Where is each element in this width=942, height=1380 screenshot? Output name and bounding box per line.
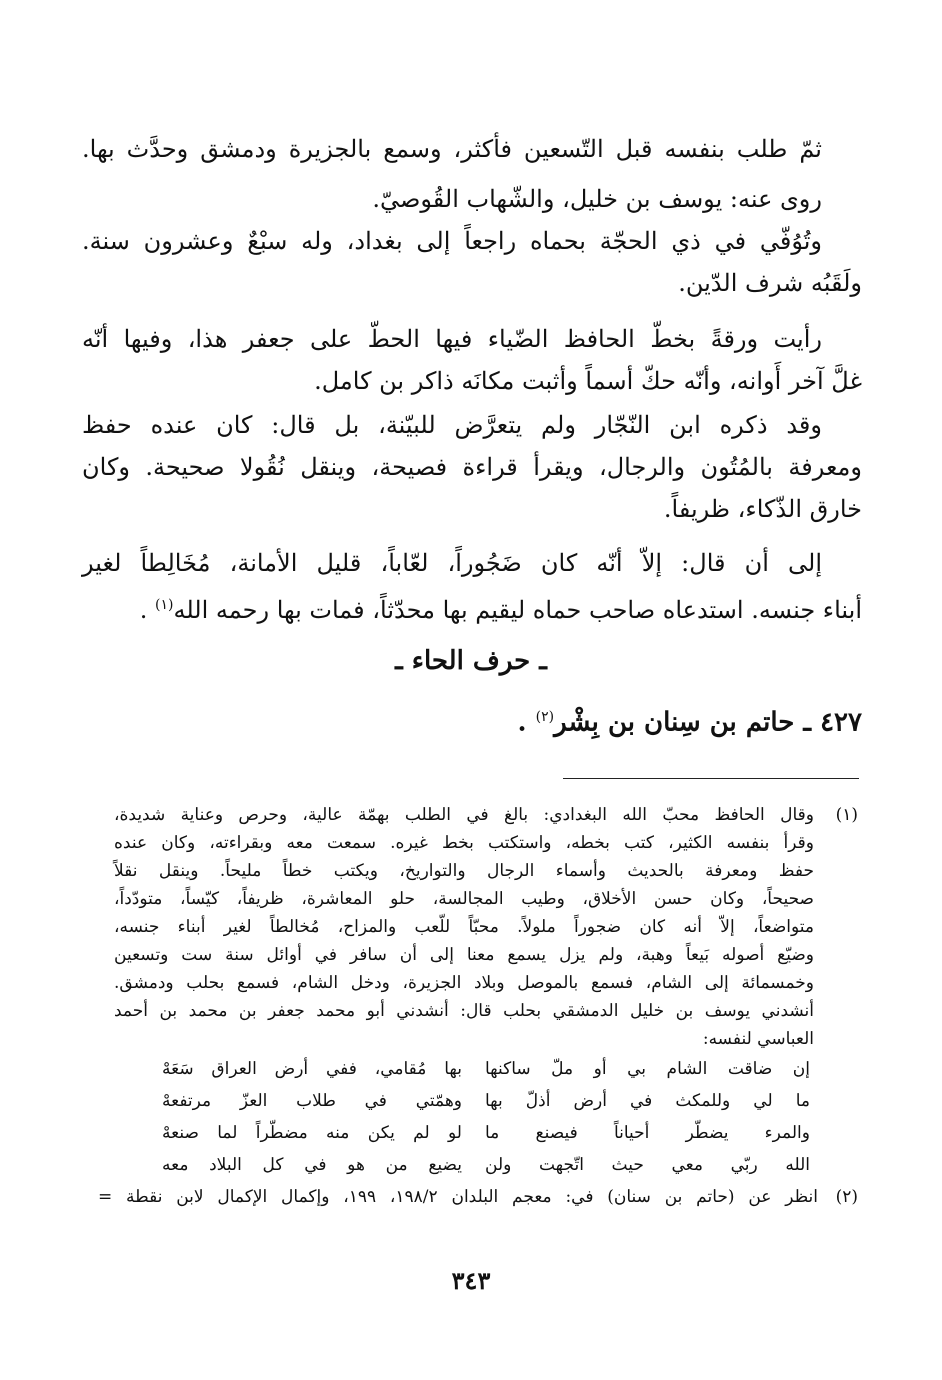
footnote-1-number: (١) bbox=[835, 805, 858, 825]
verse-2-second-hemistich: وهمّتي في طلاب العزّ مرتفعهْ bbox=[162, 1091, 462, 1111]
footnote-1-line-8: أنشدني يوسف بن خليل الدمشقي بحلب قال: أنشدني أبو محمد جعفر بن محمد بن أحمد bbox=[114, 1001, 814, 1021]
page-number: ٣٤٣ bbox=[451, 1266, 491, 1295]
section-heading: ـ حرف الحاء ـ bbox=[395, 646, 547, 676]
footnote-1-line-3: حفظ ومعرفة بالحديث وأسماء الرجال والتواريخ، ويكتب خطاً مليحاً. وينقل نقلاً bbox=[114, 861, 814, 881]
body-line-1: ثمّ طلب بنفسه قبل التّسعين فأكثر، وسمع بالجزيرة ودمشق وحدَّث بها. bbox=[82, 135, 822, 163]
footnote-2-number: (٢) bbox=[835, 1187, 858, 1207]
body-line-11-text: أبناء جنسه. استدعاه صاحب حماه ليقيم بها محدّثاً، فمات بها رحمه الله bbox=[173, 596, 862, 624]
body-line-4: ولَقَبُه شرف الدّين. bbox=[678, 269, 862, 297]
body-line-6: غلَّ آخر أَوانه، وأنّه حكّ أسماً وأثبت مكانَه ذاكر بن كامل. bbox=[314, 367, 862, 395]
body-line-9: خارق الذّكاء، ظريفاً. bbox=[663, 495, 862, 523]
footnote-1-line-6: وضيّع أصوله بَيعاً وهبة، ولم يزل يسمع معنا إلى أن سافر في أوائل سنة ست وتسعين bbox=[114, 945, 814, 965]
footnote-1-line-2: وقرأ بنفسه الكثير، كتب بخطه، واستكتب بخط غيره. سمعت معه وبقراءته، وكان عنده bbox=[114, 833, 814, 853]
entry-title-line bbox=[82, 700, 862, 740]
body-line-8: ومعرفة بالمُتُون والرجال، ويقرأ قراءة فصيحة، وينقل نُقُولا صحيحة. وكان bbox=[82, 453, 862, 481]
footnote-1-line-1: وقال الحافظ محبّ الله البغدادي: بالغ في الطلب بهمّة عالية، وحرص وعناية شديدة، bbox=[114, 805, 814, 825]
verse-3-second-hemistich: لو لم يكن منه مضطّراً لما صنعهْ bbox=[162, 1123, 462, 1143]
body-line-3: وتُوُفّي في ذي الحجّة بحماه راجعاً إلى بغداد، وله سبْعٌ وعشرون سنة. bbox=[82, 227, 822, 255]
body-line-2: روى عنه: يوسف بن خليل، والشّهاب القُوصيّ. bbox=[372, 185, 822, 213]
verse-3-first-hemistich: والمرء يضطّر أحياناً فيصنع ما bbox=[485, 1123, 810, 1143]
entry-title-end: . bbox=[517, 707, 527, 738]
body-line-5: رأيت ورقةً بخطّ الحافظ الضّياء فيها الحطّ على جعفر هذا، وفيها أنّه bbox=[82, 325, 822, 353]
verse-2-first-hemistich: ما لي وللمكث في أرض أذلّ بها bbox=[485, 1091, 810, 1111]
body-line-11-end: . bbox=[139, 596, 148, 624]
footnote-separator bbox=[563, 778, 859, 779]
footnote-ref-1[interactable]: (١) bbox=[155, 597, 174, 613]
verse-1-first-hemistich: إن ضاقت الشام بي أو ملّ ساكنها bbox=[485, 1059, 810, 1079]
verse-4-second-hemistich: يضيع من هو في كل البلاد معه bbox=[162, 1155, 462, 1175]
footnote-1-line-9: العباسي لنفسه: bbox=[702, 1029, 814, 1049]
verse-1-second-hemistich: بها مُقامي، ففي أرض العراق سَعَهْ bbox=[162, 1059, 462, 1079]
body-line-7: وقد ذكره ابن النّجّار ولم يتعرَّض للبيّنة، بل قال: كان عنده حفظ bbox=[82, 411, 822, 439]
body-line-10: إلى أن قال: إلاّ أنّه كان ضَجُوراً، لعّاباً، قليل الأمانة، مُخَالِطاً لغير bbox=[82, 549, 822, 577]
footnote-2-text: انظر عن (حاتم بن سنان) في: معجم البلدان ١٩٨/٢، ١٩٩، وإكمال الإكمال لابن نقطة = bbox=[98, 1187, 819, 1207]
body-line-11 bbox=[82, 590, 862, 625]
entry-title: ٤٢٧ ـ حاتم بن سِنان بن بِشْر bbox=[554, 707, 862, 738]
footnote-1-line-5: متواضعاً، إلاّ أنه كان ضجوراً ملولاً. محبّاً للّعب والمزاح، مُخالطاً لغير أبناء جنسه، bbox=[114, 917, 814, 937]
footnote-ref-2[interactable]: (٢) bbox=[535, 709, 555, 725]
footnote-1-line-7: وخمسمائة إلى الشام، فسمع بالموصل وبلاد الجزيرة، ودخل الشام، فسمع بحلب ودمشق. bbox=[114, 973, 814, 993]
footnote-1-line-4: صحيحاً، وكان حسن الأخلاق، وطيب المجالسة، حلو المعاشرة، ظريفاً، كيّساً، متودّداً، bbox=[114, 889, 814, 909]
verse-4-first-hemistich: الله ربّي معي حيث اتّجهت ولن bbox=[485, 1155, 810, 1175]
